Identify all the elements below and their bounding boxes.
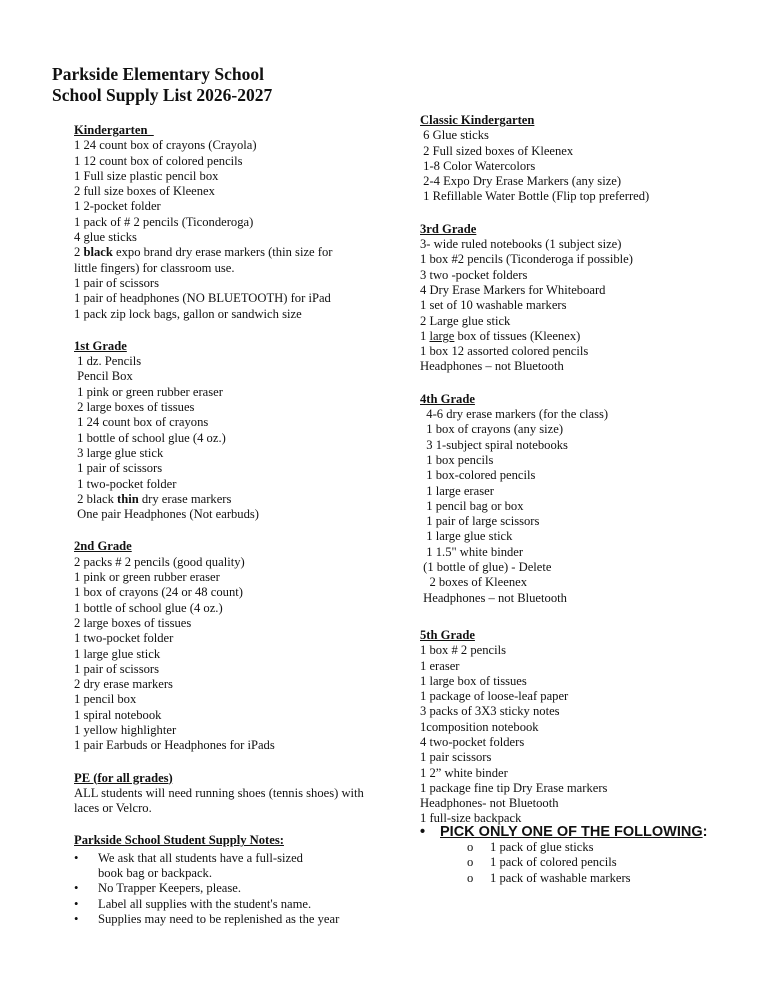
list-item: 2 black expo brand dry erase markers (thin size for little fingers) for classroom use. xyxy=(74,245,336,275)
grade1-section xyxy=(74,339,384,523)
bullet-icon: • xyxy=(420,823,426,840)
list-item: 1 eraser xyxy=(420,658,460,673)
list-item: 1 pair of headphones (NO BLUETOOTH) for iPad xyxy=(74,291,331,306)
list-item: Headphones- not Bluetooth xyxy=(420,796,559,811)
list-item: 2 packs # 2 pencils (good quality) xyxy=(74,554,245,569)
list-item: 3 packs of 3X3 sticky notes xyxy=(420,704,560,719)
bold-text: thin xyxy=(117,491,139,506)
list-item: Headphones – not Bluetooth xyxy=(420,590,567,605)
list-item: 1 large eraser xyxy=(420,483,494,498)
left-column xyxy=(74,123,384,944)
list-item: 1 large box of tissues (Kleenex) xyxy=(420,328,581,343)
pe-section xyxy=(74,771,384,817)
list-item: 1 full-size backpack xyxy=(420,811,522,826)
list-year-title: School Supply List 2026-2027 xyxy=(52,85,273,105)
list-item: 4 Dry Erase Markers for Whiteboard xyxy=(420,282,606,297)
section-heading: 4th Grade xyxy=(420,391,475,406)
list-item: 1 box of crayons (any size) xyxy=(420,422,564,437)
list-item: 2 large boxes of tissues xyxy=(74,400,195,415)
list-item: 1 bottle of school glue (4 oz.) xyxy=(74,430,226,445)
list-item: o 1 pack of colored pencils xyxy=(467,855,617,870)
list-item: o 1 pack of washable markers xyxy=(467,870,631,885)
list-item: One pair Headphones (Not earbuds) xyxy=(74,507,259,522)
list-item: 1 pencil bag or box xyxy=(420,498,524,513)
list-item: 6 Glue sticks xyxy=(420,128,489,143)
list-item: 1 yellow highlighter xyxy=(74,722,177,737)
list-item: 4 glue sticks xyxy=(74,230,137,245)
grade4-section xyxy=(420,392,760,606)
list-item: • Supplies may need to be replenished as the year xyxy=(74,911,340,926)
list-item: 1 box # 2 pencils xyxy=(420,643,507,658)
list-item: 1 pair scissors xyxy=(420,750,492,765)
list-item: 1 2” white binder xyxy=(420,765,508,780)
list-item: 1 large glue stick xyxy=(420,529,513,544)
underlined-text: large xyxy=(429,328,455,343)
list-item: 3 large glue stick xyxy=(74,445,164,460)
list-item: 2 black thin dry erase markers xyxy=(74,491,232,506)
bullet-icon: • xyxy=(74,881,79,896)
pick-one-list xyxy=(420,840,760,886)
list-item: 1 pair of scissors xyxy=(74,275,159,290)
list-item: 1 set of 10 washable markers xyxy=(420,298,567,313)
grade2-section xyxy=(74,539,384,753)
list-item: • Label all supplies with the student's name. xyxy=(74,896,312,911)
list-item: 3 two -pocket folders xyxy=(420,267,528,282)
list-item: 2 boxes of Kleenex xyxy=(420,575,528,590)
list-item: Headphones – not Bluetooth xyxy=(420,359,564,374)
section-heading: 1st Grade xyxy=(74,338,127,353)
list-item: 4-6 dry erase markers (for the class) xyxy=(420,407,609,422)
list-item: 1-8 Color Watercolors xyxy=(420,158,536,173)
section-heading: 3rd Grade xyxy=(420,221,477,236)
list-item: 1 large box of tissues xyxy=(420,673,527,688)
list-item: 1 pink or green rubber eraser xyxy=(74,384,223,399)
list-item: 1 box-colored pencils xyxy=(420,468,536,483)
list-item: 1 Refillable Water Bottle (Flip top preferred) xyxy=(420,189,650,204)
list-item: 1 24 count box of crayons xyxy=(74,415,209,430)
section-heading: Parkside School Student Supply Notes: xyxy=(74,833,284,848)
list-item: 1 box #2 pencils (Ticonderoga if possible) xyxy=(420,252,633,267)
list-item: 1 pack of # 2 pencils (Ticonderoga) xyxy=(74,214,254,229)
list-item: 1 pair of scissors xyxy=(74,661,159,676)
list-item: 2 Full sized boxes of Kleenex xyxy=(420,143,574,158)
list-item: 1composition notebook xyxy=(420,719,539,734)
list-item: 1 pair of scissors xyxy=(74,461,163,476)
list-item: 1 box pencils xyxy=(420,452,494,467)
list-item: 1 1.5" white binder xyxy=(420,544,524,559)
circle-bullet-icon: o xyxy=(467,855,474,870)
section-heading: Kindergarten xyxy=(74,123,154,137)
bullet-icon: • xyxy=(74,911,79,926)
list-item: • No Trapper Keepers, please. xyxy=(74,881,242,896)
list-item: 1 box 12 assorted colored pencils xyxy=(420,344,589,359)
list-item: 1 pair Earbuds or Headphones for iPads xyxy=(74,738,275,753)
list-item: • We ask that all students have a full-sized book bag or backpack. xyxy=(74,850,303,881)
right-column xyxy=(420,113,760,903)
list-item: 1 package fine tip Dry Erase markers xyxy=(420,780,608,795)
bold-text: black xyxy=(83,245,113,260)
pe-note: ALL students will need running shoes (tennis shoes) with laces or Velcro. xyxy=(74,785,364,816)
list-item: 2 Large glue stick xyxy=(420,313,511,328)
list-item: 1 pencil box xyxy=(74,692,137,707)
pick-one-heading: • PICK ONLY ONE OF THE FOLLOWING: xyxy=(420,823,708,840)
list-item: 2 dry erase markers xyxy=(74,677,173,692)
list-item: 1 box of crayons (24 or 48 count) xyxy=(74,585,243,600)
list-item: 1 Full size plastic pencil box xyxy=(74,168,219,183)
list-item: 3- wide ruled notebooks (1 subject size) xyxy=(420,237,622,252)
list-item: 1 package of loose-leaf paper xyxy=(420,689,569,704)
document-title xyxy=(52,64,272,106)
list-item: 1 pack zip lock bags, gallon or sandwich size xyxy=(74,306,302,321)
section-heading: 2nd Grade xyxy=(74,539,132,554)
list-item: o 1 pack of glue sticks xyxy=(467,840,594,855)
list-item: 1 24 count box of crayons (Crayola) xyxy=(74,138,257,153)
section-heading: Classic Kindergarten xyxy=(420,113,535,127)
list-item: (1 bottle of glue) - Delete xyxy=(420,560,552,575)
bullet-icon: • xyxy=(74,850,79,865)
school-name: Parkside Elementary School xyxy=(52,64,264,84)
notes-list xyxy=(74,851,384,927)
list-item: 1 12 count box of colored pencils xyxy=(74,153,243,168)
section-heading: 5th Grade xyxy=(420,627,475,642)
list-item: 2-4 Expo Dry Erase Markers (any size) xyxy=(420,174,622,189)
classic-kindergarten-section xyxy=(420,113,760,205)
list-item: 1 two-pocket folder xyxy=(74,476,177,491)
kindergarten-section xyxy=(74,123,384,322)
list-item: 4 two-pocket folders xyxy=(420,734,525,749)
list-item: 2 large boxes of tissues xyxy=(74,615,192,630)
list-item: 1 pink or green rubber eraser xyxy=(74,570,220,585)
circle-bullet-icon: o xyxy=(467,840,474,855)
list-item: 1 2-pocket folder xyxy=(74,199,161,214)
list-item: 1 dz. Pencils xyxy=(74,354,142,369)
list-item: 1 large glue stick xyxy=(74,646,161,661)
section-heading: PE (for all grades) xyxy=(74,770,173,785)
list-item: 1 pair of large scissors xyxy=(420,514,540,529)
list-item: 1 spiral notebook xyxy=(74,707,162,722)
circle-bullet-icon: o xyxy=(467,870,474,885)
list-item: Pencil Box xyxy=(74,369,133,384)
list-item: 2 full size boxes of Kleenex xyxy=(74,184,215,199)
list-item: 1 two-pocket folder xyxy=(74,631,174,646)
list-item: 3 1-subject spiral notebooks xyxy=(420,437,568,452)
bullet-icon: • xyxy=(74,896,79,911)
grade3-section xyxy=(420,222,760,375)
grade5-section xyxy=(420,628,760,886)
list-item: 1 bottle of school glue (4 oz.) xyxy=(74,600,223,615)
notes-section xyxy=(74,833,384,927)
